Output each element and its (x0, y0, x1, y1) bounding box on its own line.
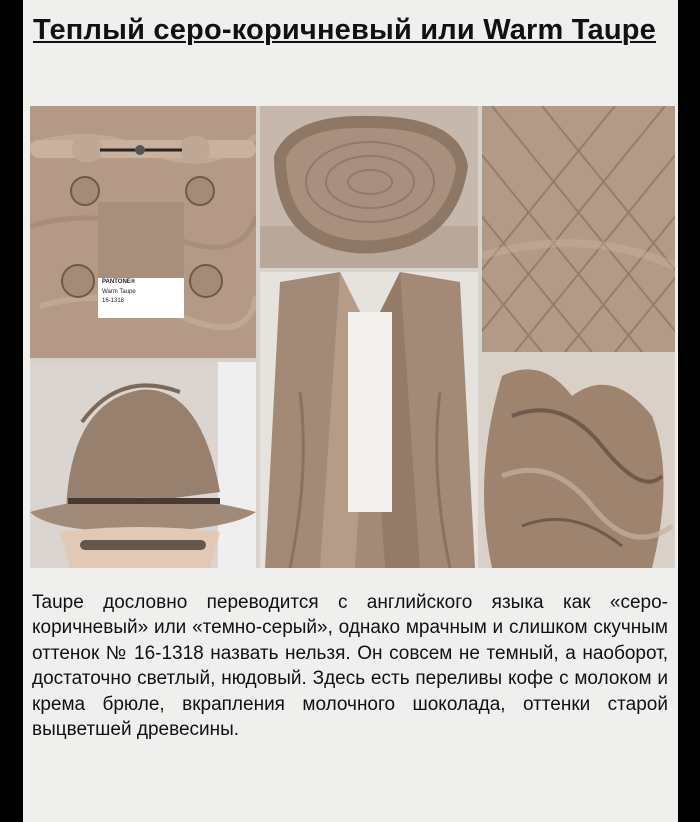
description-paragraph: Taupe дословно переводится с английского языка как «серо-коричневый» или «темно-серый», однако мрачным и слишком скучным оттенок № 16-1318 назвать нельзя. Он совсем не темный, а наоборот, достаточно светлый, нюдовый. Здесь есть переливы кофе с молоком и крема брюле, вкрапления молочного шоколада, оттенки старой выцветшей древесины. (32, 592, 668, 741)
hat-image (30, 362, 256, 568)
image-collage (30, 106, 675, 568)
coat-pantone-image (30, 106, 256, 358)
pantone-color-code: 16-1318 (102, 298, 125, 304)
pantone-brand: PANTONE® (102, 279, 136, 285)
coat-image (260, 272, 478, 568)
pantone-color-name: Warm Taupe (102, 289, 136, 295)
page-title: Теплый серо-коричневый или Warm Taupe (33, 14, 657, 46)
bowl-image (260, 106, 478, 268)
driftwood-image (482, 356, 675, 568)
page (23, 0, 678, 822)
quilted-fabric-image (482, 106, 675, 352)
